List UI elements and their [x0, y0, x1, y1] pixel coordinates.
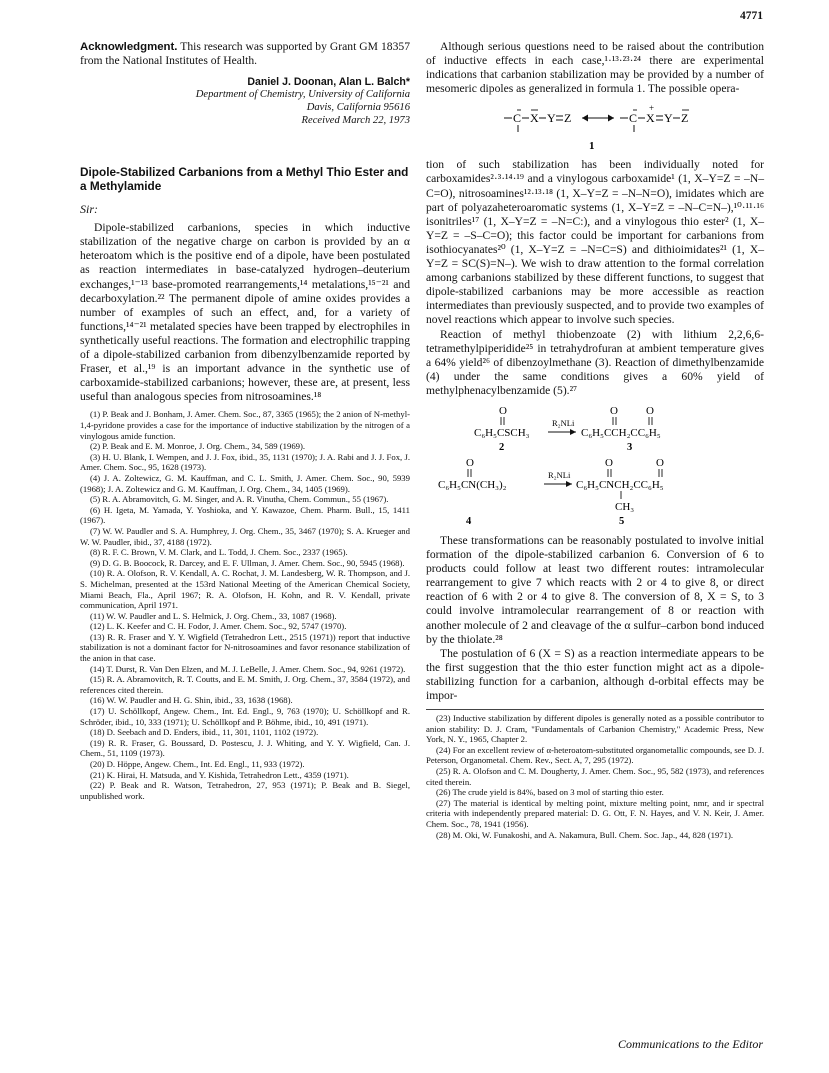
affiliation-line: Department of Chemistry, University of California — [195, 89, 410, 101]
reference: (8) R. F. C. Brown, V. M. Clark, and L. Todd, J. Chem. Soc., 2337 (1965). — [90, 547, 348, 558]
reference: (2) P. Beak and E. M. Monroe, J. Org. Chem., 34, 589 (1969). — [90, 441, 306, 452]
right-column — [426, 40, 764, 840]
svg-text:X: X — [646, 111, 655, 126]
reference: (21) K. Hirai, H. Matsuda, and Y. Kishida, Tetrahedron Lett., 4359 (1971). — [90, 769, 349, 780]
references-right — [426, 709, 764, 840]
reference: (20) D. Höppe, Angew. Chem., Int. Ed. Engl., 11, 933 (1972). — [90, 759, 305, 769]
reference: (6) H. Igeta, M. Yamada, Y. Yoshioka, and Y. Kawazoe, Chem. Pharm. Bull., 15, 1411 (1967). — [80, 504, 410, 526]
svg-text:+: + — [649, 103, 655, 114]
svg-text:O: O — [656, 456, 664, 469]
salutation: Sir: — [80, 202, 98, 217]
body-paragraph: Reaction of methyl thiobenzoate (2) with lithium 2,2,6,6-tetramethylpiperidide²⁵ in tetrahydrofuran at ambient temperature gives a 64% yield²⁶ of dibenzoylmethane (3). Reaction of dimethylbenzamide (4) under the same conditions gives a 60% yield of methylphenacylbenzamide (5).²⁷ — [426, 327, 764, 397]
reference: (13) R. R. Fraser and Y. Y. Wigfield (Tetrahedron Lett., 2515 (1971)) report that inductive stabilization is not a dominant factor for N-nitrosoamines and favor resonance stabilization of the anion in that case. — [80, 631, 410, 664]
article-title: Dipole-Stabilized Carbanions from a Methyl Thio Ester and a Methylamide — [80, 165, 409, 194]
svg-text:O: O — [646, 404, 654, 417]
svg-text:O: O — [605, 456, 613, 469]
acknowledgment-heading: Acknowledgment. — [80, 41, 178, 53]
left-column — [80, 40, 410, 801]
formula-1-structure — [426, 96, 764, 158]
reference: (25) R. A. Olofson and C. M. Dougherty, J. Amer. Chem. Soc., 95, 582 (1973), and references cited therein. — [426, 766, 764, 787]
reference: (9) D. G. B. Boocock, R. Darcey, and E. F. Ullman, J. Amer. Chem. Soc., 90, 5945 (1968). — [90, 557, 405, 568]
references-left — [80, 409, 410, 801]
methyl-group: CH₃ — [615, 500, 635, 513]
received-date: Received March 22, 1973 — [301, 115, 410, 127]
compound-label: 2 — [499, 441, 505, 453]
body-paragraph: Although serious questions need to be raised about the contribution of inductive effects in each case,¹·¹³·²³·²⁴ there are experimental indications that carbanion stabilization may be provided by a number of mesomeric dipoles as generalized in formula 1. The possible opera- — [426, 40, 764, 96]
reference: (7) W. W. Paudler and S. A. Humphrey, J. Org. Chem., 35, 3467 (1970); S. A. Krueger and W. W. Paudler, ibid., 37, 4188 (1972). — [80, 525, 410, 547]
svg-text:Y: Y — [664, 111, 673, 126]
reference: (12) L. K. Keefer and C. H. Fodor, J. Amer. Chem. Soc., 92, 5747 (1970). — [90, 621, 347, 632]
reference: (26) The crude yield is 84%, based on 3 mol of starting thio ester. — [436, 787, 664, 798]
reference: (24) For an excellent review of α-heteroatom-substituted organometallic compounds, see D. J. Peterson, Organometal. Chem. Rev., Sect. A, 7, 295 (1972). — [426, 744, 764, 766]
acknowledgment — [80, 40, 410, 68]
reference: (18) D. Seebach and D. Enders, ibid., 11, 301, 1101, 1102 (1972). — [90, 727, 319, 738]
formula-1 — [426, 96, 764, 158]
svg-text:O: O — [610, 404, 618, 417]
svg-text:Y: Y — [547, 111, 556, 126]
svg-text:X: X — [530, 111, 539, 126]
svg-text:C: C — [629, 111, 638, 126]
reference: (15) R. A. Abramovitch, R. T. Coutts, and E. M. Smith, J. Org. Chem., 37, 3584 (1972), and references cited therein. — [80, 674, 410, 695]
reagent: R₂NLi — [552, 417, 575, 428]
page-number: 4771 — [740, 10, 763, 22]
body-paragraph: Dipole-stabilized carbanions, species in which inductive stabilization of the negative charge on carbon is provided by an α heteroatom which is the positive end of a dipole, have been postulated as reaction intermediates in base-catalyzed hydrogen–deuterium exchanges,¹⁻¹³ base-promoted rearrangements,¹⁴ metalations,¹⁵⁻²¹ and decarboxylation.²² The permanent dipole of amine oxides provides a number of examples of such an effect, and, for a variety of functions,¹⁴⁻²¹ metalated species have been trapped by electrophiles in synthetically useful reactions. The formation and electrophilic trapping of a dipole-stabilized carbanion from dibenzylbenzamide reported by Fraser, et al.,¹⁹ is an important advance in the synthetic use of carboxamide-stabilized carbanions; however, these are, at present, less useful than analogous species from nitrosoamines.¹⁸ — [80, 221, 410, 404]
reference: (27) The material is identical by melting point, mixture melting point, nmr, and ir spectral criteria with independently prepared material: D. G. Ott, F. N. Hayes, and V. N. Keir, J. Amer. Chem. Soc., 78, 1941 (1956). — [426, 797, 764, 830]
reference: (5) R. A. Abramovitch, G. M. Singer, and A. R. Vinutha, Chem. Commun., 55 (1967). — [90, 494, 389, 505]
body-paragraph: These transformations can be reasonably postulated to involve initial formation of the dipole-stabilized carbanion 6. Conversion of 6 to products could follow at least two different routes: intramolecular rearrangement to give 7 which reacts with 2 or 4 to give 8, or direct reaction of 6 with 2 or 4 to give 8. The conversion of 8, X = S, to 3 could involve intramolecular rearrangement of 8 or reaction with another molecule of 2 and cleavage of the α sulfur–carbon bond induced by the thiolate.²⁸ — [426, 533, 764, 646]
reference: (4) J. A. Zoltewicz, G. M. Kauffman, and C. L. Smith, J. Amer. Chem. Soc., 90, 5939 (1968); J. A. Zoltewicz and G. M. Kauffman, J. Org. Chem., 34, 1405 (1969). — [80, 472, 410, 494]
reference: (3) H. U. Blank, I. Wempen, and J. J. Fox, ibid., 35, 1131 (1970); J. A. Rabi and J. J. Fox, J. Amer. Chem. Soc., 95, 1628 (1973). — [80, 451, 410, 473]
reference: (1) P. Beak and J. Bonham, J. Amer. Chem. Soc., 87, 3365 (1965); the 2 anion of N-methyl-1,4-pyridone provides a case for the importance of inductive stabilization by the nitrogen of a vinylogous amide function. — [80, 409, 410, 441]
compound-label: 4 — [466, 515, 472, 527]
affiliation-line: Davis, California 95616 — [306, 102, 410, 114]
formula-label: 1 — [589, 140, 595, 153]
reference: (16) W. W. Paudler and H. G. Shin, ibid., 33, 1638 (1968). — [90, 695, 293, 706]
body-paragraph: The postulation of 6 (X = S) as a reaction intermediate appears to be the first suggestion that the thio ester function might act as a dipole-stabilizing function for a carbanion, although d-orbital effects may be impor- — [426, 646, 764, 702]
svg-text:O: O — [466, 456, 474, 469]
reference: (19) R. R. Fraser, G. Boussard, D. Postescu, J. J. Whiting, and Y. Y. Wigfield, Can. J. Chem., 51, 1109 (1973). — [80, 737, 410, 759]
reagent: R₂NLi — [548, 469, 571, 480]
reference: (23) Inductive stabilization by different dipoles is generally noted as a possible contributor to anion stability: D. J. Cram, "Fundamentals of Carbanion Chemistry," Academic Press, New York, N. Y., 1965, Chapter 2. — [426, 713, 764, 745]
reference: (22) P. Beak and R. Watson, Tetrahedron, 27, 953 (1971); P. Beak and B. Siegel, unpublished work. — [80, 780, 410, 801]
compound-label: 5 — [619, 515, 625, 527]
author-names: Daniel J. Doonan, Alan L. Balch* — [247, 76, 410, 89]
reaction-scheme — [426, 402, 764, 528]
reference: (28) M. Oki, W. Funakoshi, and A. Nakamura, Bull. Chem. Soc. Jap., 44, 828 (1971). — [436, 829, 734, 840]
reference: (17) U. Schöllkopf, Angew. Chem., Int. Ed. Engl., 9, 763 (1970); U. Schöllkopf and R. Schröder, ibid., 10, 333 (1971); U. Schöllkopf and P. Böhme, ibid., 10, 491 (1971). — [80, 706, 410, 727]
svg-text:Z: Z — [681, 111, 689, 126]
svg-text:O: O — [499, 404, 507, 417]
product-5: C₆H₅CNCH₂CC₆H₅ — [576, 478, 664, 491]
svg-text:Z: Z — [564, 111, 572, 126]
reactant-4: C₆H₅CN(CH₃)₂ — [438, 478, 507, 491]
reference: (14) T. Durst, R. Van Den Elzen, and M. J. LeBelle, J. Amer. Chem. Soc., 94, 9261 (1972). — [90, 663, 406, 674]
reference: (11) W. W. Paudler and L. S. Helmick, J. Org. Chem., 33, 1087 (1968). — [90, 610, 337, 621]
acknowledgment-text: This research was supported by Grant GM 18357 from the National Institutes of Health. — [80, 40, 410, 68]
svg-text:C: C — [513, 111, 522, 126]
product-3: C₆H₅CCH₂CC₆H₅ — [581, 426, 661, 439]
body-paragraph: tion of such stabilization has been individually noted for carboxamides²·³·¹⁴·¹⁹ and a vinylogous carboxamide¹ (1, X–Y=Z = –N–C=O), nitrosoamines¹²·¹³·¹⁸ (1, X–Y=Z = –N–N=O), imidates which are part of polyazaheteroaromatic systems (1, X–Y=Z = –N–C=N–),¹⁰·¹¹·¹⁶ isonitriles¹⁷ (1, X–Y=Z = –N=C:), and a vinylogous thio ester² (1, X–Y=Z = –S–C=O); this factor could be important for carbanions from isothiocyanates²⁰ (1, X–Y=Z = –N=C=S) and dithioimidates²¹ (1, X–Y=Z = SC(S)=N–). We wish to draw attention to the formal correlation among carbanions stabilized by these different functions, to suggest that dipole-stabilized carbanions may be more accessible as reaction intermediates than previously suspected, and to provide two examples of novel reactions which appear to involve such species. — [426, 158, 764, 327]
reaction-scheme-drawing — [426, 402, 764, 528]
journal-section-footer: Communications to the Editor — [618, 1037, 763, 1051]
reactant-2: C₆H₅CSCH₃ — [474, 426, 530, 439]
reference: (10) R. A. Olofson, R. V. Kendall, A. C. Rochat, J. M. Landesberg, W. R. Thompson, and J. S. Michelman, presented at the 153rd National Meeting of the American Chemical Society, Miami Beach, Fla., April 1967; R. A. Olofson, H. Kohn, and R. V. Kendall, private communication, April 1971. — [80, 568, 410, 611]
compound-label: 3 — [627, 441, 633, 453]
